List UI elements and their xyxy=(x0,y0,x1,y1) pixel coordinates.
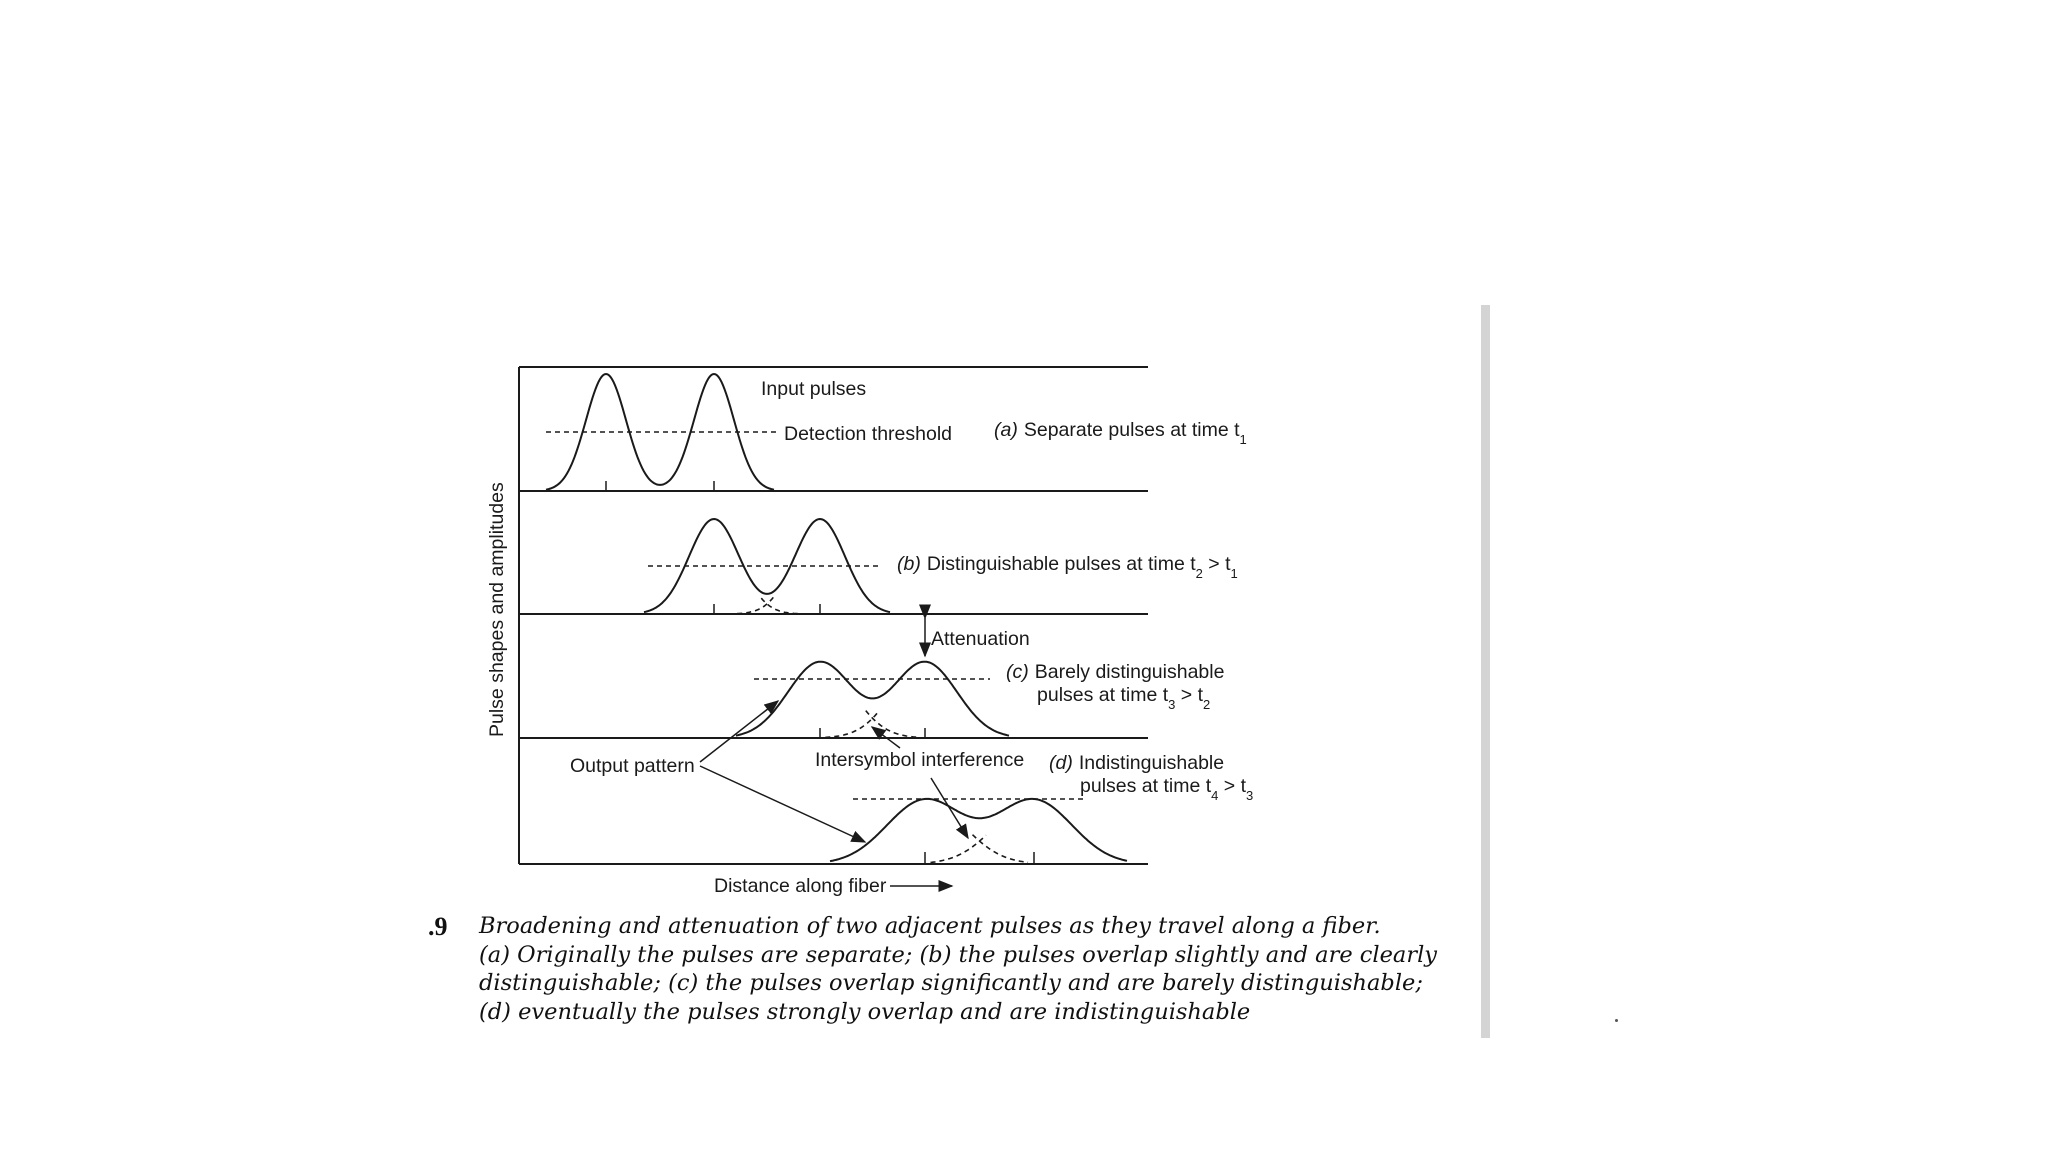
output-arrow-c xyxy=(700,701,778,762)
output-arrow-d xyxy=(700,766,865,842)
input-pulses-label: Input pulses xyxy=(761,378,867,400)
detection-thresholds xyxy=(546,432,1085,799)
output-pattern-label: Output pattern xyxy=(570,755,695,777)
isi-arrows xyxy=(872,727,968,838)
overlap-tail-d-1 xyxy=(973,835,1029,863)
overlap-tail-c-2 xyxy=(825,711,879,738)
caption-line: distinguishable; (c) the pulses overlap significantly and are barely distinguishable; xyxy=(479,970,1423,996)
overlap-tail-d-2 xyxy=(931,835,987,862)
figure-number: .9 xyxy=(428,912,448,941)
vertical-divider xyxy=(1481,305,1490,1038)
isi-arrow-d xyxy=(931,778,968,838)
attenuation-label: Attenuation xyxy=(931,628,1030,650)
overlap-tail-b-1 xyxy=(761,598,814,614)
figure-caption xyxy=(479,912,1437,1026)
pulse-curve-c xyxy=(736,662,1009,736)
stray-dot xyxy=(1615,1019,1618,1022)
output-pattern-arrows xyxy=(700,701,865,842)
x-axis-label: Distance along fiber xyxy=(714,875,887,897)
panel-b-caption: (b) Distinguishable pulses at time $t_2 > t_1$ xyxy=(897,553,1238,581)
isi-label: Intersymbol interference xyxy=(815,749,1025,771)
caption-line: (d) eventually the pulses strongly overlap and are indistinguishable xyxy=(479,998,1251,1025)
y-axis-label: Pulse shapes and amplitudes xyxy=(486,482,508,737)
panel-d-caption-line2: pulses at time $t_4 > t_3$ xyxy=(1080,775,1254,803)
panel-d-caption-line1: (d) Indistinguishable xyxy=(1049,752,1225,774)
pulse-curve-d xyxy=(830,799,1127,861)
panel-a-caption: (a) Separate pulses at time $t_1$ xyxy=(994,419,1247,447)
panel-c-caption-line1: (c) Barely distinguishable xyxy=(1006,661,1225,683)
caption-line: Broadening and attenuation of two adjacent pulses as they travel along a fiber. xyxy=(479,913,1381,939)
pulse-curves xyxy=(546,374,1127,862)
panel-c-caption-line2: pulses at time $t_3 > t_2$ xyxy=(1037,684,1211,712)
detection-threshold-label: Detection threshold xyxy=(784,423,953,445)
overlap-tail-b-2 xyxy=(719,597,773,614)
pulse-center-ticks xyxy=(606,481,1034,864)
caption-line: (a) Originally the pulses are separate; (b) the pulses overlap slightly and are clearly xyxy=(479,941,1437,968)
overlap-tail-c-1 xyxy=(866,711,920,738)
